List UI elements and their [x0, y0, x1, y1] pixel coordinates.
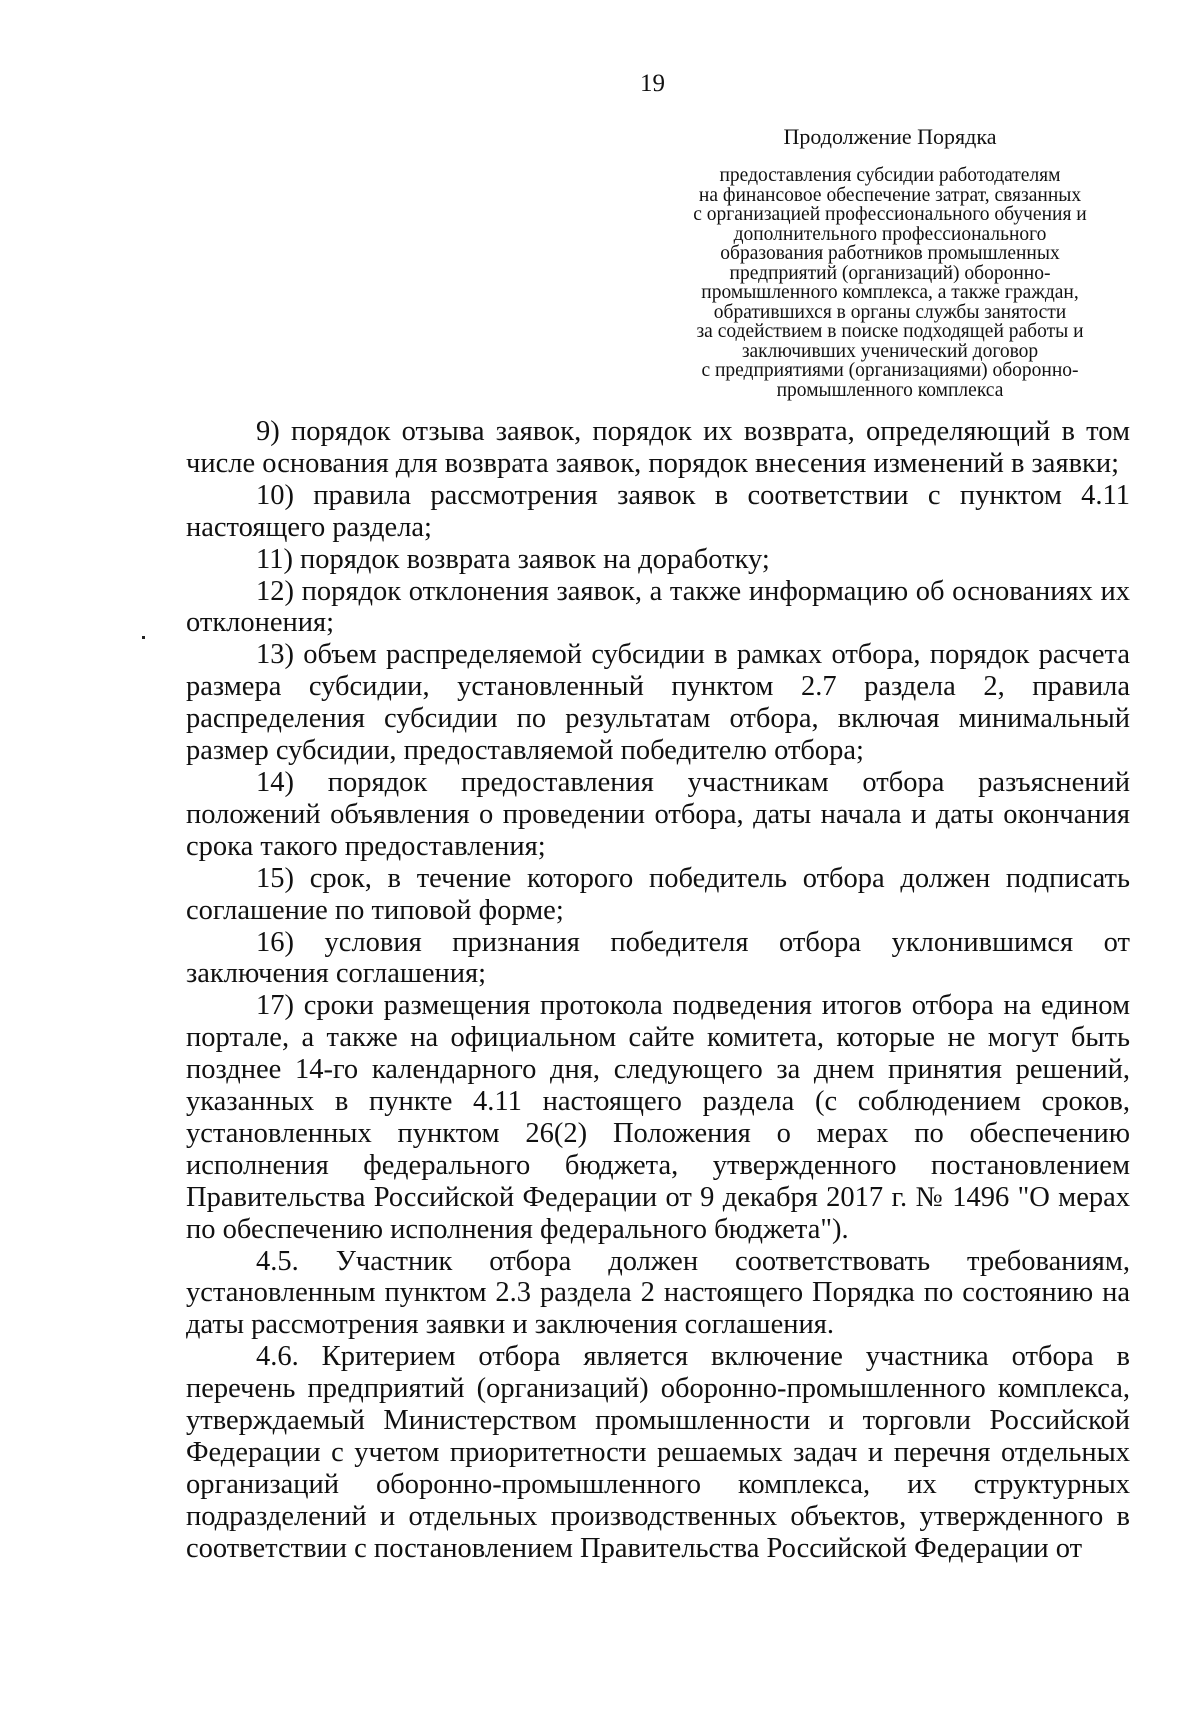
document-header: [640, 124, 1140, 400]
header-line: с организацией профессионального обучения и: [693, 204, 1087, 225]
document-body: [186, 416, 1130, 1565]
list-item: 15) срок, в течение которого победитель отбора должен подписать соглашение по типовой форме;: [186, 862, 1130, 926]
header-line: заключивших ученический договор: [741, 340, 1039, 362]
header-line: образования работников промышленных: [720, 243, 1060, 264]
scan-speck: [142, 636, 145, 639]
list-item: 10) правила рассмотрения заявок в соответствии с пунктом 4.11 настоящего раздела;: [186, 479, 1130, 543]
list-item: 13) объем распределяемой субсидии в рамках отбора, порядок расчета размера субсидии, установленный пунктом 2.7 раздела 2, правила распределения субсидии по результатам отбора, включая минимальный размер субсидии, предоставляемой победителю отбора;: [186, 639, 1130, 767]
section-paragraph: 4.6. Критерием отбора является включение участника отбора в перечень предприятий (организаций) оборонно-промышленного комплекса, утверждаемый Министерством промышленности и торговли Российской Федерации с учетом приоритетности решаемых задач и перечня отдельных организаций оборонно-промышленного комплекса, их структурных подразделений и отдельных производственных объектов, утвержденного в соответствии с постановлением Правительства Российской Федерации от: [186, 1341, 1130, 1564]
header-line: с предприятиями (организациями) оборонно-: [701, 360, 1079, 381]
list-item: 17) сроки размещения протокола подведения итогов отбора на едином портале, а также на официальном сайте комитета, которые не могут быть позднее 14-го календарного дня, следующего за днем принятия решений, указанных в пункте 4.11 настоящего раздела (с соблюдением сроков, установленных пунктом 26(2) Положения о мерах по обеспечению исполнения федерального бюджета, утвержденного постановлением Правительства Российской Федерации от 9 декабря 2017 г. № 1496 "О мерах по обеспечению исполнения федерального бюджета").: [186, 990, 1130, 1245]
header-line: предоставления субсидии работодателям: [719, 165, 1061, 186]
header-line: промышленного комплекса, а также граждан,: [701, 282, 1079, 303]
list-item: 9) порядок отзыва заявок, порядок их возврата, определяющий в том числе основания для возврата заявок, порядок внесения изменений в заявки;: [186, 416, 1130, 479]
header-line: дополнительного профессионального: [733, 223, 1047, 245]
header-line: обратившихся в органы службы занятости: [713, 301, 1067, 323]
header-line: предприятий (организаций) оборонно-: [729, 262, 1051, 284]
header-title: Продолжение Порядка: [783, 124, 997, 149]
list-item: 14) порядок предоставления участникам отбора разъяснений положений объявления о проведении отбора, даты начала и даты окончания срока такого предоставления;: [186, 766, 1130, 862]
list-item: 16) условия признания победителя отбора уклонившимся от заключения соглашения;: [186, 926, 1130, 990]
header-line: на финансовое обеспечение затрат, связанных: [698, 184, 1082, 206]
page-number: 19: [640, 70, 665, 97]
header-line: промышленного комплекса: [776, 379, 1004, 401]
list-item: 12) порядок отклонения заявок, а также информацию об основаниях их отклонения;: [186, 575, 1130, 639]
header-line: за содействием в поиске подходящей работы и: [696, 321, 1084, 342]
section-paragraph: 4.5. Участник отбора должен соответствовать требованиям, установленным пунктом 2.3 раздела 2 настоящего Порядка по состоянию на даты рассмотрения заявки и заключения соглашения.: [186, 1245, 1130, 1341]
list-item: 11) порядок возврата заявок на доработку;: [256, 543, 770, 575]
